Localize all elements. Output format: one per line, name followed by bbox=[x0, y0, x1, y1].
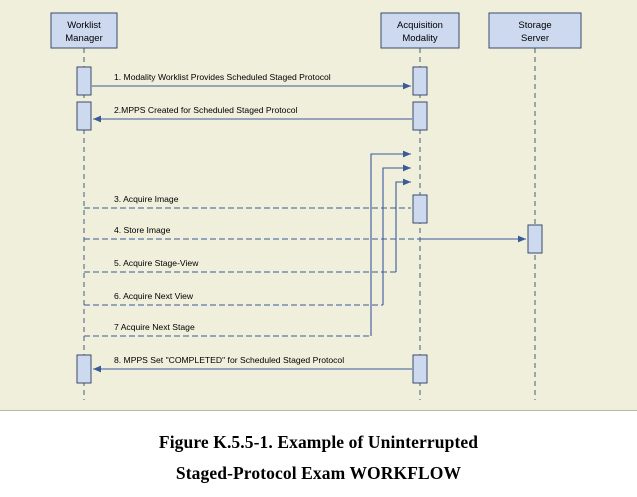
message-3 bbox=[84, 194, 411, 208]
arrowhead bbox=[403, 179, 411, 186]
figure-caption bbox=[0, 411, 637, 497]
caption-line-2: Staged-Protocol Exam WORKFLOW bbox=[175, 463, 462, 483]
self-call-bracket-3 bbox=[396, 179, 411, 272]
message-1 bbox=[92, 72, 411, 89]
activation-modality-1 bbox=[413, 67, 427, 95]
actor-storage-server[interactable] bbox=[489, 13, 581, 48]
arrowhead bbox=[93, 366, 101, 373]
arrowhead bbox=[403, 165, 411, 172]
actor-label-line2: Manager bbox=[65, 33, 103, 44]
message-8 bbox=[93, 355, 412, 372]
message-5 bbox=[84, 258, 396, 272]
activation-worklist-1 bbox=[77, 67, 91, 95]
self-call-bracket-1 bbox=[371, 151, 411, 336]
activation-storage-1 bbox=[528, 225, 542, 253]
caption-line-1: Figure K.5.5-1. Example of Uninterrupted bbox=[158, 432, 479, 452]
message-label: 3. Acquire Image bbox=[114, 194, 179, 204]
message-label: 8. MPPS Set "COMPLETED" for Scheduled Staged Protocol bbox=[114, 355, 345, 365]
actor-label-line2: Server bbox=[521, 33, 549, 44]
message-6 bbox=[84, 291, 383, 305]
actor-label-line2: Modality bbox=[402, 33, 438, 44]
activation-worklist-3 bbox=[77, 355, 91, 383]
message-label: 4. Store Image bbox=[114, 225, 171, 235]
actor-label-line1: Worklist bbox=[67, 20, 101, 31]
message-label: 7 Acquire Next Stage bbox=[114, 322, 195, 332]
message-4 bbox=[84, 225, 526, 242]
activation-modality-3 bbox=[413, 195, 427, 223]
message-label: 5. Acquire Stage-View bbox=[114, 258, 199, 268]
message-7 bbox=[84, 322, 371, 336]
actor-label-line1: Storage bbox=[518, 20, 552, 31]
actor-label-line1: Acquisition bbox=[397, 20, 443, 31]
message-label: 2.MPPS Created for Scheduled Staged Protocol bbox=[114, 105, 298, 115]
arrowhead bbox=[518, 236, 526, 243]
activation-modality-4 bbox=[413, 355, 427, 383]
activation-modality-2 bbox=[413, 102, 427, 130]
self-call-bracket-2 bbox=[383, 165, 411, 305]
arrowhead bbox=[403, 83, 411, 90]
message-2 bbox=[93, 105, 412, 122]
actor-acquisition-modality[interactable] bbox=[381, 13, 459, 48]
activation-worklist-2 bbox=[77, 102, 91, 130]
arrowhead bbox=[93, 116, 101, 123]
message-label: 1. Modality Worklist Provides Scheduled Staged Protocol bbox=[114, 72, 331, 82]
message-label: 6. Acquire Next View bbox=[114, 291, 194, 301]
arrowhead bbox=[403, 151, 411, 158]
actor-worklist-manager[interactable] bbox=[51, 13, 117, 48]
